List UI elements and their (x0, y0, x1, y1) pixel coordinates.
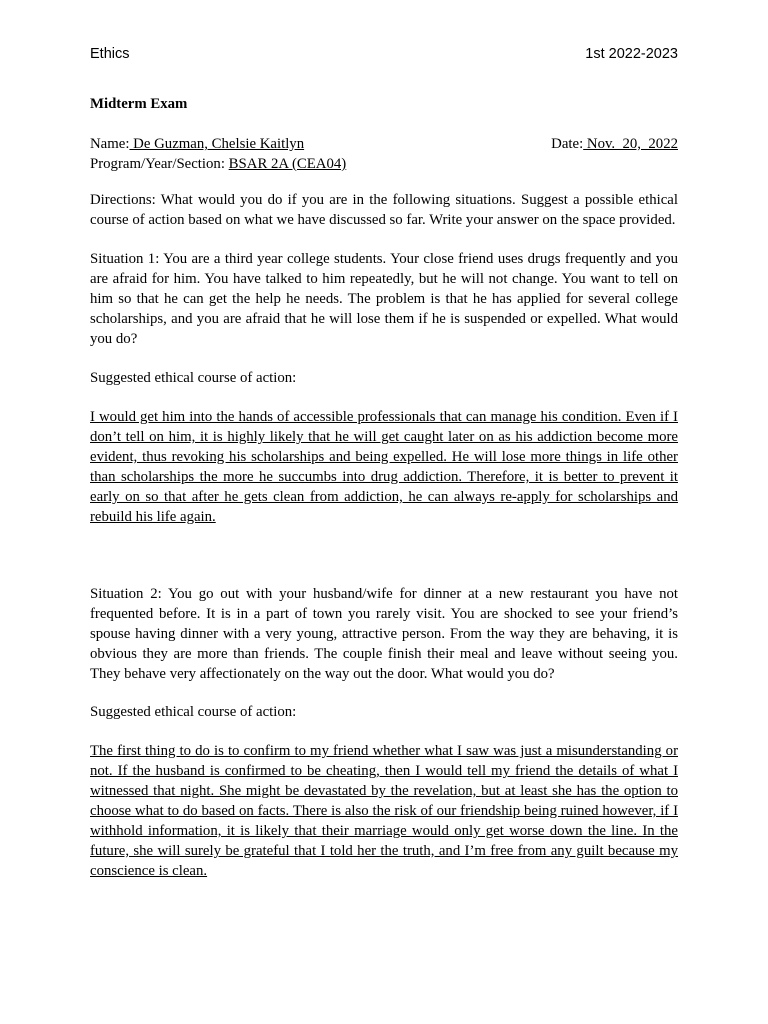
directions-text: Directions: What would you do if you are in the following situations. Suggest a possible ethical course of action based on what we have discussed so far. Write your answer on the space provided. (90, 192, 678, 228)
situation-2-prompt: Situation 2: You go out with your husband/wife for dinner at a new restaurant you have not frequented before. It is in a part of town you rarely visit. You are shocked to see your friend’s spouse having dinner with a very young, attractive person. From the way they are behaving, it is obvious they are more than friends. The couple finish their meal and leave without seeing you. They behave very affectionately on the way out the door. What would you do? (90, 586, 678, 682)
term-label: 1st 2022-2023 (585, 46, 678, 62)
program-label: Program/Year/Section: (90, 156, 229, 172)
date-line (551, 134, 678, 154)
course-name: Ethics (90, 46, 130, 62)
date-value: Nov. 20, 2022 (583, 136, 678, 152)
program-line (90, 154, 678, 174)
date-label: Date: (551, 136, 584, 152)
situation-1-prompt: Situation 1: You are a third year college students. Your close friend uses drugs frequently and you are afraid for him. You have talked to him repeatedly, but he will not change. You want to tell on him so that he can get the help he needs. The problem is that he has applied for several college scholarships, and you are afraid that he will lose them if he is suspended or expelled. What would you do? (90, 251, 678, 347)
situation-1-course-label: Suggested ethical course of action: (90, 370, 297, 386)
situation-2-course-label: Suggested ethical course of action: (90, 704, 297, 720)
page-header (90, 45, 678, 63)
situation-2-answer: The first thing to do is to confirm to my friend whether what I saw was just a misunderstanding or not. If the husband is confirmed to be cheating, then I would tell my friend the details of what I witnessed that night. She might be devastated by the revelation, but at least she has the option to choose what to do based on facts. There is also the risk of our friendship being ruined however, if I withhold information, it is likely that their marriage would only get worse down the line. In the future, she will surely be grateful that I told her the truth, and I’m free from any guilt because my conscience is clean. (90, 743, 678, 879)
name-line (90, 134, 304, 154)
name-value: De Guzman, Chelsie Kaitlyn (129, 136, 305, 152)
exam-title: Midterm Exam (90, 96, 188, 112)
name-date-row (90, 134, 678, 154)
name-label: Name: (90, 136, 130, 152)
student-info (90, 134, 678, 174)
situation-1-answer: I would get him into the hands of accessible professionals that can manage his condition. Even if I don’t tell on him, it is highly likely that he will get caught later on as his addiction become more evident, thus revoking his scholarships and being expelled. He will lose more things in life other than scholarships the more he succumbs into drug addiction. Therefore, it is better to prevent it early on so that after he gets clean from addiction, he can always re-apply for scholarships and rebuild his life again. (90, 409, 678, 525)
program-value: BSAR 2A (CEA04) (228, 156, 347, 172)
